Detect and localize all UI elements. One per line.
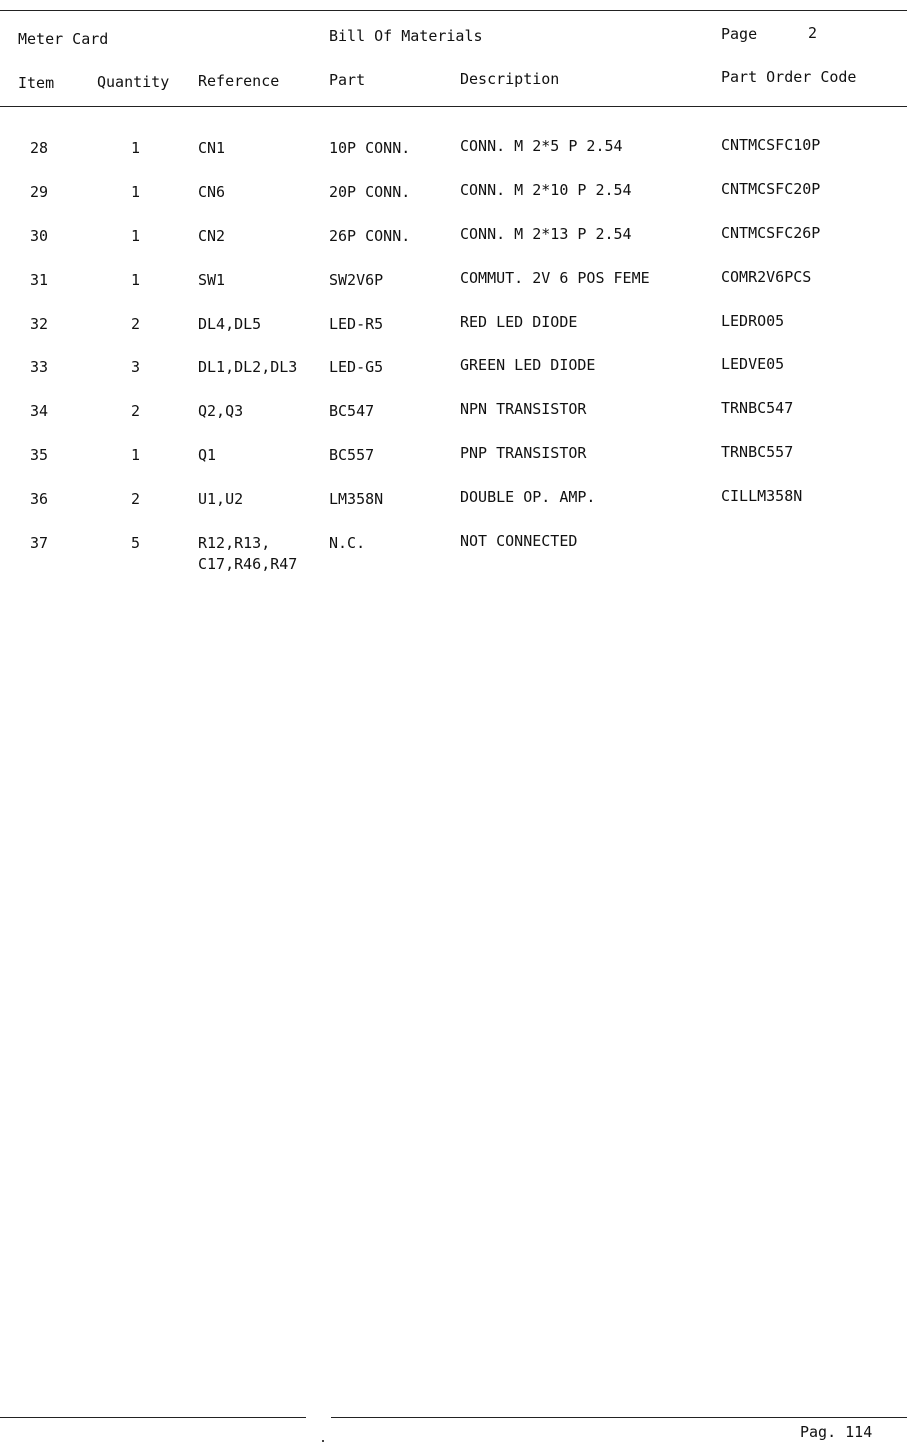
- scan-speck: [322, 1440, 324, 1442]
- description: DOUBLE OP. AMP.: [460, 488, 596, 506]
- reference-continued: C17,R46,R47: [198, 555, 298, 573]
- quantity: 1: [131, 271, 141, 289]
- reference: R12,R13,: [198, 534, 271, 552]
- table-row: [0, 532, 907, 578]
- top-rule: [0, 10, 907, 11]
- description: CONN. M 2*10 P 2.54: [460, 181, 632, 199]
- quantity: 2: [131, 402, 141, 420]
- column-header-item: Item: [18, 74, 55, 92]
- order-code: CNTMCSFC26P: [721, 224, 821, 242]
- reference: DL4,DL5: [198, 315, 262, 333]
- reference: U1,U2: [198, 490, 244, 508]
- description: RED LED DIODE: [460, 313, 578, 331]
- item-number: 34: [30, 402, 49, 420]
- quantity: 2: [131, 490, 141, 508]
- column-header-quantity: Quantity: [97, 73, 170, 91]
- order-code: LEDVE05: [721, 355, 785, 373]
- item-number: 36: [30, 490, 49, 508]
- table-row: [0, 356, 907, 400]
- part: BC557: [329, 446, 375, 464]
- reference: CN1: [198, 139, 226, 157]
- table-row: [0, 444, 907, 488]
- description: GREEN LED DIODE: [460, 356, 596, 374]
- column-header-description: Description: [460, 70, 560, 88]
- quantity: 1: [131, 227, 141, 245]
- quantity: 5: [131, 534, 141, 552]
- reference: CN6: [198, 183, 226, 201]
- item-number: 37: [30, 534, 49, 552]
- description: CONN. M 2*5 P 2.54: [460, 137, 623, 155]
- table-row: [0, 137, 907, 181]
- page-label: Page: [721, 25, 758, 43]
- table-row: [0, 400, 907, 444]
- order-code: COMR2V6PCS: [721, 268, 812, 286]
- table-row: [0, 488, 907, 532]
- part: BC547: [329, 402, 375, 420]
- reference: Q1: [198, 446, 217, 464]
- item-number: 33: [30, 358, 49, 376]
- item-number: 29: [30, 183, 49, 201]
- quantity: 1: [131, 446, 141, 464]
- order-code: TRNBC547: [721, 399, 794, 417]
- order-code: LEDRO05: [721, 312, 785, 330]
- table-row: [0, 181, 907, 225]
- part: N.C.: [329, 534, 366, 552]
- order-code: CNTMCSFC10P: [721, 136, 821, 154]
- project-name: Meter Card: [18, 30, 109, 48]
- part: 26P CONN.: [329, 227, 411, 245]
- footer-page-ref: Pag. 114: [800, 1423, 873, 1441]
- table-row: [0, 313, 907, 357]
- part: LED-R5: [329, 315, 384, 333]
- reference: Q2,Q3: [198, 402, 244, 420]
- part: LM358N: [329, 490, 384, 508]
- item-number: 35: [30, 446, 49, 464]
- order-code: CNTMCSFC20P: [721, 180, 821, 198]
- page-number: 2: [808, 24, 818, 42]
- description: NOT CONNECTED: [460, 532, 578, 550]
- header-rule: [0, 106, 907, 107]
- column-header-order-code: Part Order Code: [721, 68, 857, 86]
- footer-rule-left: [0, 1417, 306, 1418]
- table-row: [0, 225, 907, 269]
- description: NPN TRANSISTOR: [460, 400, 587, 418]
- part: SW2V6P: [329, 271, 384, 289]
- item-number: 28: [30, 139, 49, 157]
- description: PNP TRANSISTOR: [460, 444, 587, 462]
- quantity: 1: [131, 183, 141, 201]
- quantity: 3: [131, 358, 141, 376]
- quantity: 2: [131, 315, 141, 333]
- reference: DL1,DL2,DL3: [198, 358, 298, 376]
- part: 10P CONN.: [329, 139, 411, 157]
- description: CONN. M 2*13 P 2.54: [460, 225, 632, 243]
- item-number: 30: [30, 227, 49, 245]
- footer-rule-right: [331, 1417, 907, 1418]
- document-title: Bill Of Materials: [329, 27, 483, 45]
- table-row: [0, 269, 907, 313]
- part: LED-G5: [329, 358, 384, 376]
- order-code: CILLM358N: [721, 487, 803, 505]
- order-code: TRNBC557: [721, 443, 794, 461]
- part: 20P CONN.: [329, 183, 411, 201]
- item-number: 31: [30, 271, 49, 289]
- item-number: 32: [30, 315, 49, 333]
- column-header-reference: Reference: [198, 72, 280, 90]
- description: COMMUT. 2V 6 POS FEME: [460, 269, 650, 287]
- reference: CN2: [198, 227, 226, 245]
- column-header-part: Part: [329, 71, 366, 89]
- reference: SW1: [198, 271, 226, 289]
- quantity: 1: [131, 139, 141, 157]
